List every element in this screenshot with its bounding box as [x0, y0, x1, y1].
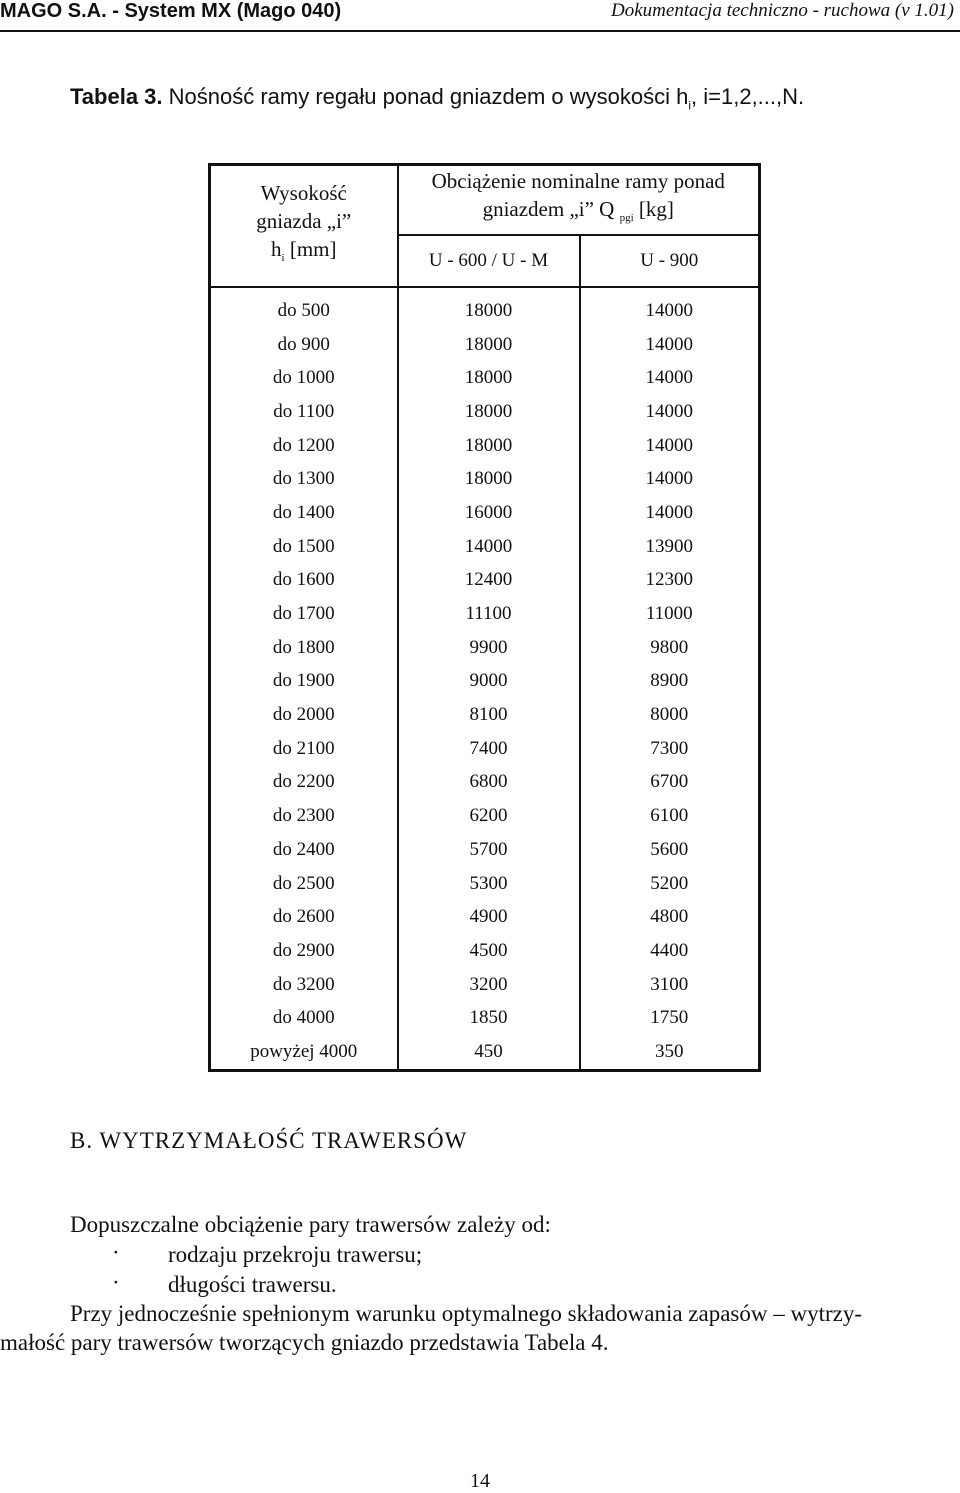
value-cell-u900: 14000: [645, 434, 693, 456]
caption-tail: , i=1,2,...,N.: [691, 84, 805, 109]
table-row: [210, 665, 760, 699]
value-cell-u900: 350: [655, 1040, 684, 1062]
table-row: [210, 564, 760, 598]
value-cell-u900: 8900: [650, 670, 689, 692]
value-cell-u900: 5600: [650, 838, 689, 860]
height-header-line3: $h_i$ [mm]: [271, 237, 337, 265]
value-cell-u900: 8000: [650, 704, 689, 726]
caption-sub: i: [688, 98, 692, 113]
value-cell-u600: 9900: [398, 631, 580, 665]
height-cell: do 2200: [210, 766, 398, 800]
height-cell: do 1100: [210, 395, 398, 429]
column-header-u900: U - 900: [580, 235, 760, 287]
height-cell: do 2300: [210, 799, 398, 833]
value-cell-u600: 14000: [398, 530, 580, 564]
height-header-line2: gniazda „i”: [256, 209, 352, 234]
value-cell-u600: 4900: [398, 900, 580, 934]
height-cell: do 900: [210, 328, 398, 362]
table-row: [210, 597, 760, 631]
table-row: [210, 328, 760, 362]
section-b-title: B. WYTRZYMAŁOŚĆ TRAWERSÓW: [70, 1128, 468, 1153]
value-cell-u600: 9000: [398, 665, 580, 699]
height-cell: do 2100: [210, 732, 398, 766]
load-column-header: [398, 165, 760, 236]
table-row: [210, 462, 760, 496]
table-row: [210, 968, 760, 1002]
table-row: [210, 361, 760, 395]
section-b-intro: Dopuszczalne obciążenie pary trawersów zależy od:: [70, 1212, 551, 1237]
height-cell: do 1000: [210, 361, 398, 395]
value-cell-u900: 14000: [645, 400, 693, 422]
height-cell: do 1800: [210, 631, 398, 665]
value-cell-u900: 7300: [650, 737, 689, 759]
table-row: [210, 698, 760, 732]
value-cell-u600: 450: [398, 1035, 580, 1070]
value-cell-u600: 18000: [398, 361, 580, 395]
height-cell: do 2400: [210, 833, 398, 867]
table-caption: [70, 84, 804, 112]
value-cell-u900: 14000: [645, 333, 693, 355]
table-row: [210, 934, 760, 968]
table-row: [210, 867, 760, 901]
table-row: [210, 1035, 760, 1070]
height-column-header: [210, 165, 398, 288]
value-cell-u600: 16000: [398, 496, 580, 530]
height-cell: do 2600: [210, 900, 398, 934]
value-cell-u900: 4800: [650, 906, 689, 928]
value-cell-u900: 6700: [650, 771, 689, 793]
load-table: [208, 163, 761, 1072]
value-cell-u600: 5700: [398, 833, 580, 867]
table-row: [210, 900, 760, 934]
bullet-item: rodzaju przekroju trawersu;: [168, 1242, 423, 1267]
table-row: [210, 530, 760, 564]
value-cell-u600: 5300: [398, 867, 580, 901]
height-cell: do 4000: [210, 1001, 398, 1035]
value-cell-u600: 4500: [398, 934, 580, 968]
paragraph-line-2: małość pary trawersów tworzących gniazdo przedstawia Tabela 4.: [0, 1330, 609, 1355]
height-cell: do 1400: [210, 496, 398, 530]
caption-label: Tabela 3.: [70, 84, 163, 109]
height-cell: do 1200: [210, 429, 398, 463]
value-cell-u900: 14000: [645, 501, 693, 523]
table-row: [210, 1001, 760, 1035]
table-row: [210, 631, 760, 665]
value-cell-u900: 1750: [650, 1007, 689, 1029]
value-cell-u600: 18000: [398, 429, 580, 463]
table-row: [210, 429, 760, 463]
page-number: 14: [470, 1470, 490, 1492]
column-header-u600: U - 600 / U - M: [398, 235, 580, 287]
header-title: MAGO S.A. - System MX (Mago 040): [0, 0, 342, 22]
header-doc-info: Dokumentacja techniczno - ruchowa (v 1.01): [611, 0, 954, 21]
load-header-line1: Obciążenie nominalne ramy ponad: [431, 169, 725, 194]
paragraph-line-1: Przy jednocześnie spełnionym warunku optymalnego składowania zapasów – wytrzy-: [70, 1301, 863, 1326]
value-cell-u900: 4400: [650, 939, 689, 961]
height-cell: do 500: [210, 287, 398, 328]
value-cell-u600: 18000: [398, 395, 580, 429]
value-cell-u600: 6800: [398, 766, 580, 800]
bullet-dot: ·: [112, 1240, 120, 1265]
table-row: [210, 766, 760, 800]
value-cell-u600: 7400: [398, 732, 580, 766]
value-cell-u900: 14000: [645, 367, 693, 389]
value-cell-u600: 11100: [398, 597, 580, 631]
value-cell-u900: 12300: [645, 569, 693, 591]
height-cell: do 3200: [210, 968, 398, 1002]
table-row: [210, 496, 760, 530]
height-cell: do 1600: [210, 564, 398, 598]
height-cell: do 1300: [210, 462, 398, 496]
value-cell-u900: 13900: [645, 535, 693, 557]
bullet-item: długości trawersu.: [168, 1272, 337, 1297]
height-cell: do 2500: [210, 867, 398, 901]
height-cell: do 1700: [210, 597, 398, 631]
value-cell-u600: 6200: [398, 799, 580, 833]
value-cell-u900: 5200: [650, 872, 689, 894]
table-row: [210, 799, 760, 833]
table-row: [210, 833, 760, 867]
table-row: [210, 287, 760, 328]
height-cell: powyżej 4000: [210, 1035, 398, 1070]
value-cell-u900: 6100: [650, 805, 689, 827]
value-cell-u900: 9800: [650, 636, 689, 658]
value-cell-u600: 8100: [398, 698, 580, 732]
load-header-line2: gniazdem „i” Q $_{pgi}$ [kg]: [482, 197, 674, 225]
height-header-line1: Wysokość: [260, 181, 347, 206]
table-body: [210, 287, 760, 1070]
value-cell-u600: 18000: [398, 328, 580, 362]
value-cell-u600: 18000: [398, 462, 580, 496]
height-cell: do 1500: [210, 530, 398, 564]
height-cell: do 2900: [210, 934, 398, 968]
height-cell: do 2000: [210, 698, 398, 732]
value-cell-u600: 3200: [398, 968, 580, 1002]
header-rule: [0, 30, 960, 32]
value-cell-u900: 3100: [650, 973, 689, 995]
height-cell: do 1900: [210, 665, 398, 699]
table-row: [210, 732, 760, 766]
value-cell-u900: 11000: [645, 603, 693, 625]
value-cell-u600: 18000: [398, 287, 580, 328]
caption-text: Nośność ramy regału ponad gniazdem o wysokości h: [162, 84, 689, 109]
value-cell-u900: 14000: [645, 468, 693, 490]
value-cell-u600: 12400: [398, 564, 580, 598]
value-cell-u600: 1850: [398, 1001, 580, 1035]
value-cell-u900: 14000: [645, 299, 693, 321]
table-row: [210, 395, 760, 429]
bullet-dot: ·: [112, 1270, 120, 1295]
